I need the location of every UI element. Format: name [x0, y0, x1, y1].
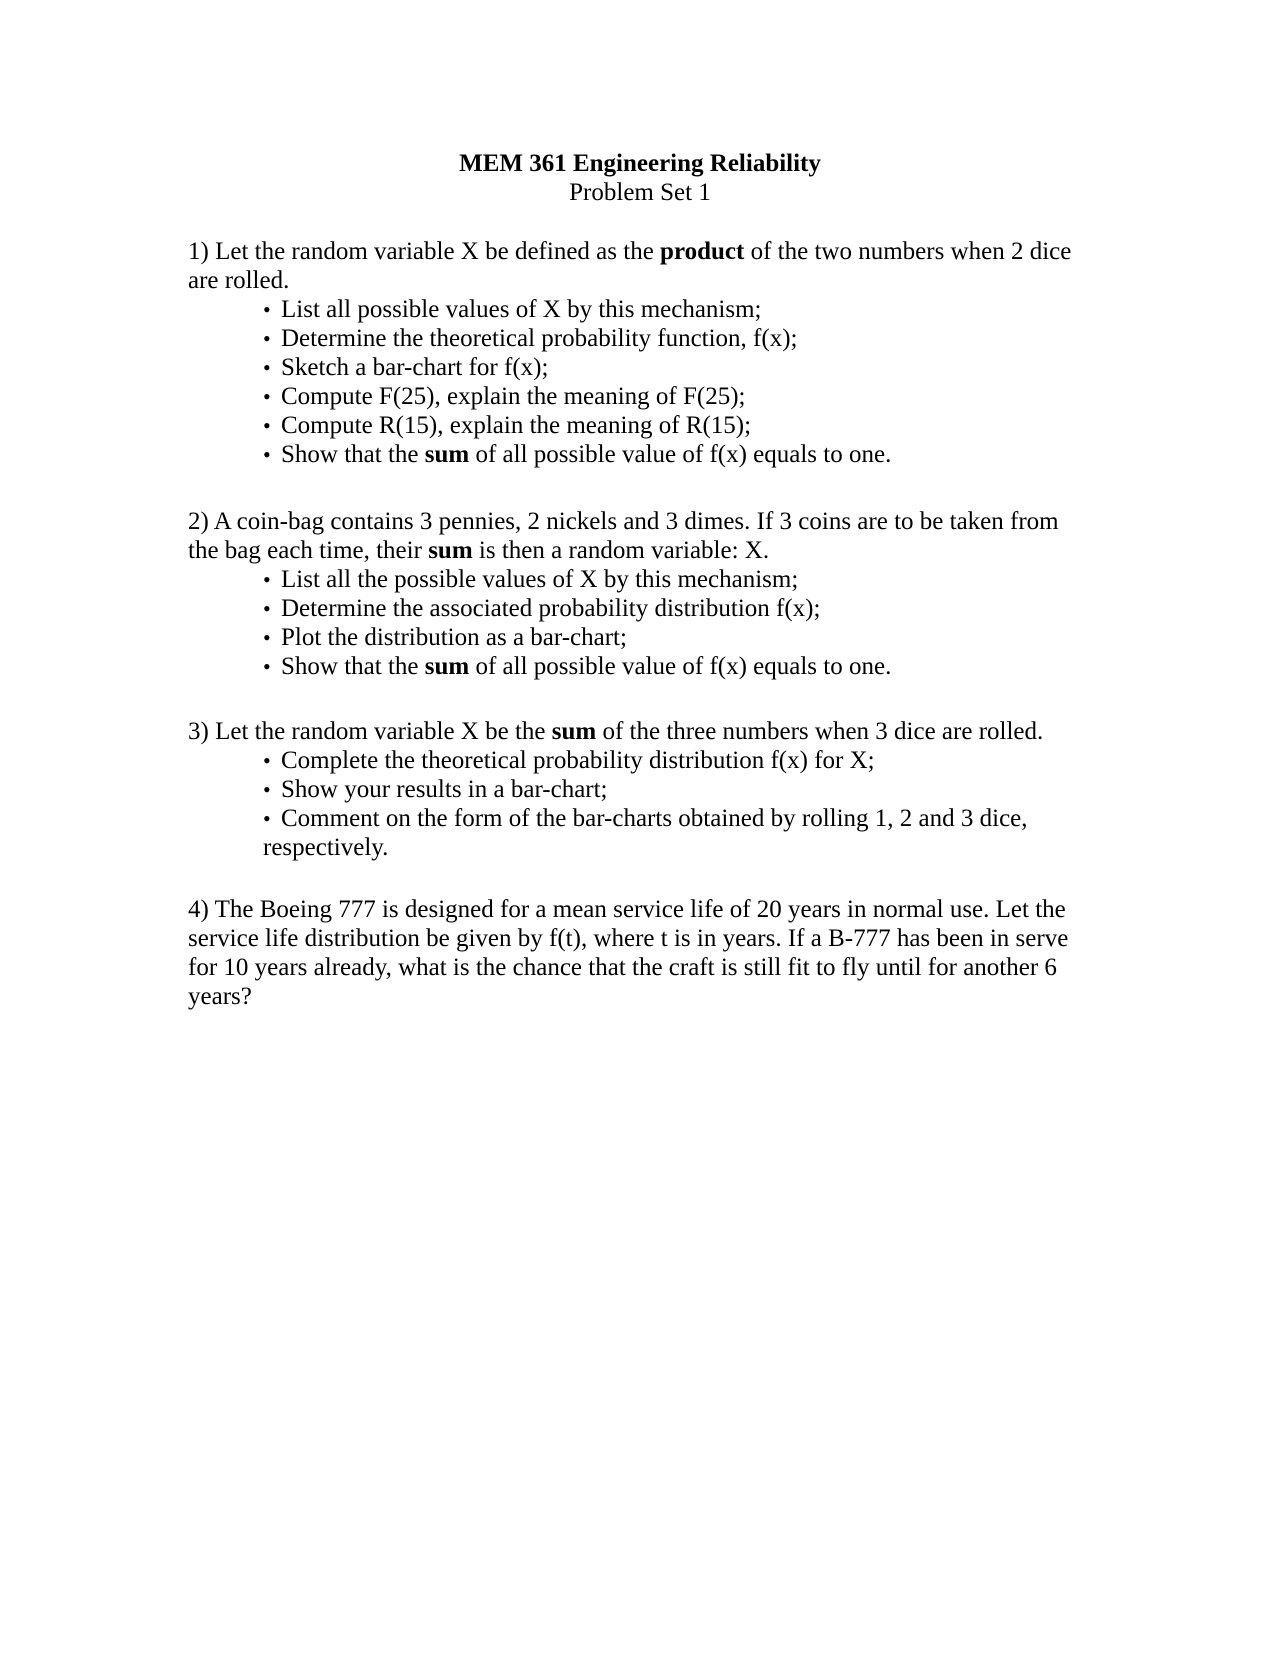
bullet-icon: • [263, 567, 271, 592]
list-item: • Sketch a bar-chart for f(x); [263, 354, 549, 381]
bullet-icon: • [263, 442, 271, 467]
list-item: • Plot the distribution as a bar-chart; [263, 624, 627, 651]
list-item: • Determine the associated probability distribution f(x); [263, 595, 821, 622]
problem-intro: 4) The Boeing 777 is designed for a mean service life of 20 years in normal use. Let the service life distribution be given by f(t), where t is in years. If a B-777 has been in serve for 10 years already, what is the chance that the craft is still fit to fly until for another 6 years? [188, 896, 1069, 1010]
problem-4 [188, 895, 1088, 1011]
emphasis-text: sum [424, 653, 470, 680]
emphasis-text: product [660, 238, 745, 265]
bullet-icon: • [263, 596, 271, 621]
problem-2 [188, 507, 1088, 681]
list-item: • Show that the sum of all possible value of f(x) equals to one. [263, 653, 892, 680]
bullet-icon: • [263, 625, 271, 650]
bullet-list [188, 746, 1088, 862]
emphasis-text: sum [424, 441, 470, 468]
emphasis-text: sum [551, 718, 597, 745]
list-item: • Show your results in a bar-chart; [263, 776, 608, 803]
list-item: • Compute R(15), explain the meaning of R(15); [263, 412, 752, 439]
bullet-icon: • [263, 777, 271, 802]
problem-3 [188, 717, 1088, 862]
document-header [0, 149, 1280, 207]
list-item: • Determine the theoretical probability function, f(x); [263, 325, 798, 352]
bullet-icon: • [263, 748, 271, 773]
list-item: • List all possible values of X by this mechanism; [263, 296, 762, 323]
list-item: • Comment on the form of the bar-charts obtained by rolling 1, 2 and 3 dice, respectively. [263, 805, 1028, 861]
bullet-icon: • [263, 297, 271, 322]
problem-intro: 2) A coin-bag contains 3 pennies, 2 nickels and 3 dimes. If 3 coins are to be taken from the bag each time, their sum is then a random variable: X. [188, 508, 1059, 564]
bullet-icon: • [263, 355, 271, 380]
problem-1 [188, 237, 1088, 469]
list-item: • Show that the sum of all possible value of f(x) equals to one. [263, 441, 892, 468]
list-item: • List all the possible values of X by this mechanism; [263, 566, 799, 593]
bullet-icon: • [263, 806, 271, 831]
list-item: • Complete the theoretical probability distribution f(x) for X; [263, 747, 875, 774]
bullet-icon: • [263, 326, 271, 351]
bullet-list [188, 565, 1088, 681]
page-subtitle: Problem Set 1 [569, 179, 711, 206]
problem-intro: 1) Let the random variable X be defined as the product of the two numbers when 2 dice are rolled. [188, 238, 1072, 294]
bullet-icon: • [263, 384, 271, 409]
emphasis-text: sum [428, 537, 473, 564]
bullet-list [188, 295, 1088, 469]
list-item: • Compute F(25), explain the meaning of F(25); [263, 383, 746, 410]
page-title: MEM 361 Engineering Reliability [459, 150, 821, 177]
bullet-icon: • [263, 654, 271, 679]
bullet-icon: • [263, 413, 271, 438]
problem-intro: 3) Let the random variable X be the sum of the three numbers when 3 dice are rolled. [188, 718, 1044, 745]
